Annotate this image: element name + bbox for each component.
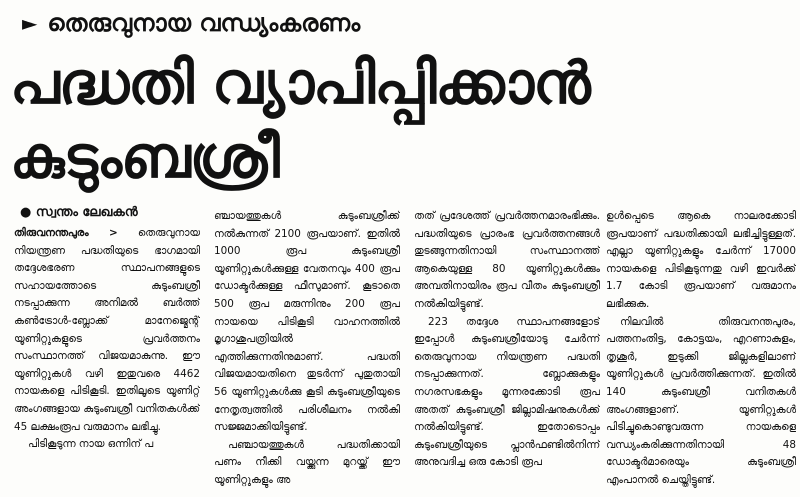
paragraph: പഞ്ചായത്തുകൾ പദ്ധതിക്കായി പണം നീക്കി വയ്ക്കുന്ന മുറയ്ക്ക് ഈ യൂണിറ്റുകളും അ (214, 438, 400, 486)
article-column-1 (14, 225, 200, 497)
article-column-4 (606, 208, 796, 497)
kicker-text: തെരുവുനായ വന്ധ്യംകരണം (47, 9, 361, 37)
kicker (22, 6, 360, 40)
lead-text: തെരുവുനായ നിയന്ത്രണ പദ്ധതിയുടെ ഭാഗമായി തദ്ദേശഭരണ സ്ഥാപനങ്ങളുടെ സഹായത്തോടെ കുടുംബശ്രീ നടപ്പാക്കുന്ന അനിമൽ ബർത്ത് കൺട്രോൾ-ബ്ലോക്ക് മാനേജ്മെന്റ് യൂണിറ്റുകളുടെ പ്രവർത്തനം സംസ്ഥാനത്ത് വിജയമാകുന്നു. ഈ യൂണിറ്റുകൾ വഴി ഇതുവരെ 4462 നായകളെ പിടികൂടി. ഇതിലൂടെ യൂണിറ്റ് അംഗങ്ങളായ കുടുംബശ്രീ വനിതകൾക്ക് 45 ലക്ഷംരൂപ വരുമാനം ലഭിച്ചു. (14, 227, 200, 433)
article-column-3 (414, 208, 600, 497)
byline: ● സ്വന്തം ലേഖകൻ (20, 205, 138, 220)
article-column-2 (214, 208, 400, 497)
paragraph: ഞ്ചായത്തുകൾ കുടുംബശ്രീക്ക് നൽകുന്നത് 2100 രൂപയാണ്. ഇതിൽ 1000 രൂപ കുടുംബശ്രീ യൂണിറ്റുകൾക്കുള്ള വേതനവും 400 രൂപ ഡോക്ടർക്കുള്ള ഫീസുമാണ്. കൂടാതെ 500 രൂപ മരുന്നിനും 200 രൂപ നായയെ പിടികൂടി വാഹനത്തിൽ മൃഗാശുപത്രിയിൽ എത്തിക്കുന്നതിനുമാണ്. പദ്ധതി വിജയമായതിനെ തുടർന്ന് പുതുതായി 56 യൂണിറ്റുകൾക്കു കൂടി കുടുംബശ്രീയുടെ നേതൃത്വത്തിൽ പരിശീലനം നൽകി സജ്ജമാക്കിയിട്ടുണ്ട്. (214, 210, 400, 434)
paragraph: 223 തദ്ദേശ സ്ഥാപനങ്ങളോട് ഇപ്പോൾ കുടുംബശ്രീയോടു ചേർന്ന് തെരുവുനായ നിയന്ത്രണ പദ്ധതി നടപ്പാക്കുന്നത്. ബ്ലോക്കുകളും നഗരസഭകളും മൂന്നരക്കോടി രൂപ അതത് കുടുംബശ്രീ ജില്ലാമിഷനുകൾക്ക് നൽകിയിട്ടുണ്ട്. ഇതോടൊപ്പം കുടുംബശ്രീയുടെ പ്ലാൻഫണ്ടിൽനിന്ന് അനുവദിച്ച ഒരു കോടി രൂപ (414, 315, 600, 469)
paragraph: നിലവിൽ തിരുവനന്തപുരം, പത്തനംതിട്ട, കോട്ടയം, എറണാകുളം, തൃശൂർ, ഇടുക്കി ജില്ലകളിലാണ് യൂണിറ്റുകൾ പ്രവർത്തിക്കുന്നത്. ഇതിൽ 140 കുടുംബശ്രീ വനിതകൾ അംഗങ്ങളാണ്. യൂണിറ്റുകൾ പിടിച്ചുകൊണ്ടുവരുന്ന നായകളെ വന്ധ്യംകരിക്കുന്നതിനായി 48 ഡോക്ടർമാരെയും കുടുംബശ്രീ എംപാനൽ ചെയ്തിട്ടുണ്ട്. (606, 315, 796, 486)
headline-line-2: കുടുംബശ്രീ (10, 123, 279, 191)
paragraph: പിടികൂടുന്ന നായ ഒന്നിന് പ (28, 438, 154, 451)
triangle-right-icon: ► (22, 11, 38, 35)
dateline: തിരുവനന്തപുരം > (14, 227, 118, 239)
paragraph: തത് പ്രദേശത്ത് പ്രവർത്തനമാരംഭിക്കും. പദ്ധതിയുടെ പ്രാരംഭ പ്രവർത്തനങ്ങൾ തുടങ്ങുന്നതിനായി സംസ്ഥാനത്ത് ആകെയുള്ള 80 യൂണിറ്റുകൾക്കും അമ്പതിനായിരം രൂപ വീതം കുടുംബശ്രീ നൽകിയിട്ടുണ്ട്. (414, 210, 600, 310)
paragraph: ഉൾപ്പെടെ ആകെ നാലരക്കോടി രൂപയാണ് പദ്ധതിക്കായി ലഭിച്ചിട്ടുള്ളത്. എല്ലാ യൂണിറ്റുകളും ചേർന്ന് 17000 നായകളെ പിടികൂടുന്നതു വഴി ഇവർക്ക് 1.7 കോടി രൂപയാണ് വരുമാനം ലഭിക്കുക. (606, 210, 796, 310)
headline-line-1: പദ്ധതി വ്യാപിപ്പിക്കാൻ (10, 49, 590, 117)
lead-paragraph (14, 225, 200, 436)
